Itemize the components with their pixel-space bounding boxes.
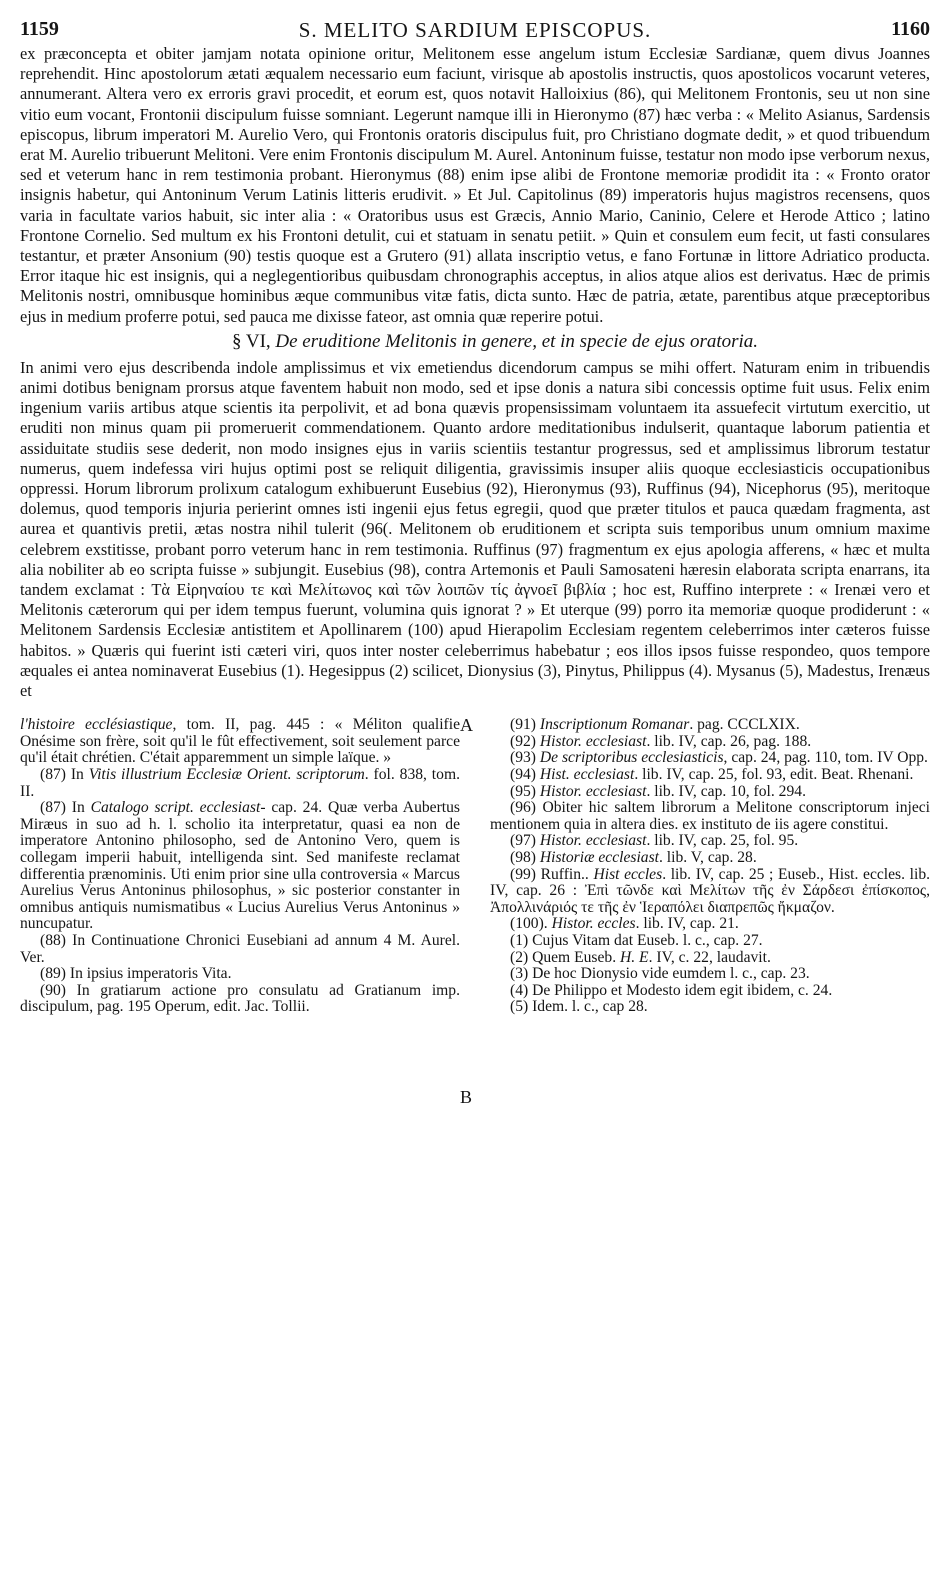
footnote-pre: (92) (510, 732, 540, 750)
footnote-post: . lib. IV, cap. 10, fol. 294. (646, 782, 806, 800)
footnote-pre: (96) Obiter hic saltem librorum a Melitone conscriptorum injeci mentionem quia in altera dies. ex instituto de iis agere constitui. (490, 799, 930, 833)
footnote-pre: (1) Cujus Vitam dat Euseb. l. c., cap. 27. (510, 932, 763, 950)
footnote (490, 833, 930, 850)
footnote (20, 800, 460, 933)
footnote-pre: (91) (510, 716, 540, 734)
footnote-post: . lib. IV, cap. 21. (635, 915, 739, 933)
footnote (20, 933, 460, 966)
footnote (490, 784, 930, 801)
footnote-pre: (97) (510, 832, 540, 850)
footnote-it: Histor. ecclesiast (539, 732, 647, 750)
footnote-it: Histor. ecclesiast (539, 782, 647, 800)
footnote-post: . IV, c. 22, laudavit. (648, 948, 771, 966)
footnote (490, 717, 930, 734)
footnote-post: , cap. 24, pag. 110, tom. IV Opp. (723, 749, 928, 767)
footnote-post: . pag. CCCLXIX. (689, 716, 800, 734)
footnote-it: Catalogo script. ecclesiast (90, 799, 261, 817)
footnotes-right-column (490, 717, 930, 1016)
footnote (490, 950, 930, 967)
footnote (20, 966, 460, 983)
page-title: S. MELITO SARDIUM EPISCOPUS. (298, 18, 652, 42)
section-mark: § VI, (231, 330, 271, 352)
footnotes-left-column (20, 717, 460, 1016)
footnote-post: . lib. IV, cap. 26, pag. 188. (646, 732, 812, 750)
running-head (20, 14, 930, 44)
footnote-it: Hist eccles (593, 865, 663, 883)
footnote-it: H. E (620, 948, 649, 966)
footnote (490, 999, 930, 1016)
footnote (490, 867, 930, 917)
margin-marker-b: B (460, 1087, 473, 1108)
footnote-pre: (95) (510, 782, 540, 800)
footnote-pre: (90) In gratiarum actione pro consulatu ad Gratianum imp. discipulum, pag. 195 Operum, edit. Jac. Tollii. (20, 981, 460, 1016)
footnote-it: l'histoire ecclésiastique (20, 716, 173, 734)
footnote-pre: (93) (510, 749, 540, 767)
footnote (490, 966, 930, 983)
footnote-post: - cap. 24. Quæ verba Aubertus Miræus in suo ad h. l. scholio ita interpretatur, quasi ea non de imperatore Antonino philosopho, sed de Antonino Vero, quem is collegam imperii habuit, intelligenda sint. Sed manifeste reclamat differentia prænominis. Uti enim prior sine ulla controversia « Marcus Aurelius Verus Antoninus philosophus, » sic posterior constanter in omnibus antiquis numismatibus « Lucius Aurelius Verus Antoninus » nuncupatur. (20, 799, 460, 933)
paragraph-2: In animi vero ejus describenda indole amplissimus et vix emetiendus dicendorum campus se mihi offert. Naturam enim in tribuendis animi dotibus benignam prorsus atque faventem habuit non modo, sed et ipse donis a natura sibi concessis optime fuit usus. Felix enim ingenium variis artibus atque scientis ita perpolivit, et ad bona quævis propensissimam voluntaem ita assuefecit virtutum exercitio, ut eruditi non minus quam pii promeruerit commendationem. Quanto ardore meditationibus indulserit, quantaque laborum patientia et assiduitate studiis sese dederit, non modo insignes ejus in variis scientiis testantur progressus, sed et amplissimus librorum testatur numerus, quem indefessa viri hujus optimi post se reliquit diligentia, gravissimis insuper aliis quoque ecclesiasticis occupationibus oppressi. Horum librorum prolixum catalogum exhibuerunt Eusebius (92), Hieronymus (93), Ruffinus (94), Nicephorus (95), meritoque dolemus, quod temporis injuria perierint omnes isti ingenii ejus fetus egregii, quod que præter titulos et pauca quædam fragmenta, ast aurea et quantivis pretii, ætas nostra nihil tulerit (96(. Melitonem ob eruditionem et scripta suis temporibus unum omnium maxime celebrem exstitisse, probant porro veterum hanc in rem testimonia. Ruffinus (97) fragmentum ex ejus apologia afferens, « hæc et multa alia nobiliter ab eo scripta fuisse » subjungit. Eusebius (98), contra Artemonis et Pauli Samosateni hæresin elaborata scripta enarrans, ita tandem exclamat : Τὰ Εἰρηναίου τε καὶ Μελίτωνος καὶ τῶν λοιπῶν τίς ἀγνοεῖ βιβλία ; hoc est, Ruffino interprete : « Irenæi vero et Melitonis cæterorum qui per idem tempus fuerunt, volumina quis ignorat ? » Et uterque (99) porro ita memoriæ quoque prodiderunt : « Melitonem Sardensis Ecclesiæ antistitem et Apollinarem (100) apud Hierapolim Ecclesiam regentem celeberrimos inter cæteros fuisse habitos. » Quæris qui fuerint isti cæteri viri, quos inter noster celeberrimus habebatur ; eos illos ipsos fuisse respondeo, quos tempore æquales ei antea nominaverat Eusebius (1). Hegesippus (2) scilicet, Dionysius (3), Pinytus, Philippus (4). Mysanus (5), Madestus, Irenæus et (20, 357, 930, 701)
footnote-it: Vitis illustrium Ecclesiæ Orient. scriptorum (88, 766, 365, 784)
page-number-left: 1159 (20, 18, 59, 40)
footnote-pre: (88) In Continuatione Chronici Eusebiani ad annum 4 M. Aurel. Ver. (20, 932, 460, 966)
footnote-post: . lib. IV, cap. 25 ; Euseb., Hist. eccles. lib. IV, cap. 26 : Ἐπὶ τῶνδε καὶ Μελίτων τῆς ἐν Σάρδεσι ἐπίσκοπος, Ἀπολλινάριός τε τῆς ἐν Ἱεραπόλει διαπρεπῶς ἤκμαζον. (490, 865, 931, 916)
footnote-pre: (87) In (40, 766, 89, 784)
footnote-pre: (87) In (40, 799, 91, 817)
footnote-post: . lib. IV, cap. 25, fol. 93, edit. Beat. Rhenani. (634, 766, 914, 784)
footnote-it: Historiæ ecclesiast (539, 849, 659, 867)
footnote-post: , tom. II, pag. 445 : « Méliton qualifie Onésime son frère, soit qu'il le fût effectivement, soit seulement parce qu'il était chrétien. C'était apparemment un simple laïque. » (20, 716, 460, 767)
footnote-post: . lib. V, cap. 28. (659, 849, 757, 867)
footnote-it: Hist. ecclesiast (539, 766, 635, 784)
footnote (20, 767, 460, 800)
footnote (490, 933, 930, 950)
footnote-pre: (89) In ipsius imperatoris Vita. (40, 965, 232, 983)
footnote (490, 750, 930, 767)
footnote-it: De scriptoribus ecclesiasticis (539, 749, 724, 767)
section-heading (60, 330, 930, 354)
footnote (490, 916, 930, 933)
footnote-pre: (99) Ruffin.. (510, 865, 594, 883)
footnote (490, 850, 930, 867)
footnote-it: Histor. eccles (551, 915, 636, 933)
paragraph-1: ex præconcepta et obiter jamjam notata opinione oritur, Melitonem esse angelum istum Ecclesiæ Sardianæ, quem divus Joannes reprehendit. Hinc apostolorum ætati æqualem necessario eum faciunt, virisque ab apostolis instructis, quos apostolicos vocarunt veteres, annumerant. Altera vero ex erroris gravi procedit, et eorum est, quos notavit Halloixius (86), qui Melitonem Frontonis, seu ut non sine vitio eum vocant, Frontonii discipulum fuisse somniant. Legerunt namque illi in Hieronymo (87) hæc verba : « Melito Asianus, Sardensis episcopus, librum imperatori M. Aurelio Vero, qui Frontonis oratoris discipulus fuit, pro Christiano dogmate dedit, » et quod tribuendum erat M. Aurelio tribuerunt Melitoni. Vere enim Frontonis discipulum M. Aurel. Antoninum fuisse, testatur non modo ipse verborum nexus, sed et veterum hanc in rem testimonia probant. Hieronymus (88) enim ipse alibi de Frontone memoriæ prodidit ita : « Fronto orator insignis habetur, qui Antoninum Verum Latinis litteris erudivit. » Et Jul. Capitolinus (89) imperatoris hujus magistros recensens, quos varia in facultate varios habuit, sic inter alia : « Oratoribus usus est Græcis, Annio Mario, Caninio, Celere et Herode Attico ; latino Frontone Cornelio. Sed multum ex his Frontoni detulit, cui et statuam in senatu petiit. » Quin et consulem eum fecit, ut fasti consulares testantur, et præter Ansonium (90) testis quoque est a Grutero (91) allata inscriptio vetus, e fano Fortunæ in littore Adriatico producta. Error itaque hic est insignis, qui a neglegentioribus quibusdam chronographis acceptus, in alios atque alios est derivatus. Hæc de primis Melitonis nostri, omnibusque hominibus æque communibus vitæ fatis, dicta sunto. Hæc de patria, ætate, parentibus atque præceptoribus ejus in medium proferre potui, sed pauca me dixisse fateor, ast omnia quæ reperire potui. (20, 44, 930, 326)
footnote-post: . fol. 838, tom. II. (20, 766, 460, 800)
footnote-pre: (5) Idem. l. c., cap 28. (510, 998, 648, 1016)
main-text (20, 44, 930, 701)
page-number-right: 1160 (891, 18, 930, 40)
footnote-pre: (94) (510, 766, 540, 784)
footnote-pre: (100). (510, 915, 552, 933)
footnote-it: Histor. ecclesiast (539, 832, 647, 850)
footnote (20, 717, 460, 767)
section-title: De eruditione Melitonis in genere, et in specie de ejus oratoria. (275, 330, 759, 352)
footnote-pre: (3) De hoc Dionysio vide eumdem l. c., cap. 23. (510, 965, 810, 983)
footnote (490, 983, 930, 1000)
footnote (490, 767, 930, 784)
footnotes (20, 715, 931, 1108)
footnote-it: Inscriptionum Romanar (539, 716, 690, 734)
footnote (20, 983, 460, 1016)
footnote-pre: (4) De Philippo et Modesto idem egit ibidem, c. 24. (510, 981, 833, 999)
footnote (490, 800, 930, 833)
footnote (490, 734, 930, 751)
footnote-pre: (2) Quem Euseb. (510, 948, 620, 966)
footnote-pre: (98) (510, 849, 540, 867)
margin-marker-a: A (460, 715, 473, 736)
footnote-post: . lib. IV, cap. 25, fol. 95. (646, 832, 799, 850)
